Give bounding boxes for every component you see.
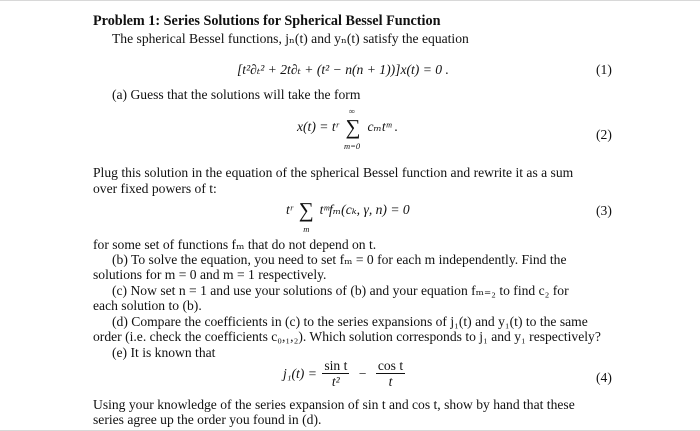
part-c-line1: (c) Now set n = 1 and use your solutions of (b) and your equation fₘ₌₂ to find c₂ for bbox=[112, 283, 569, 298]
final-text-line1: Using your knowledge of the series expansion of sin t and cos t, show by hand that these bbox=[93, 397, 575, 412]
part-d-line1: (d) Compare the coefficients in (c) to the series expansions of j₁(t) and y₁(t) to the same bbox=[112, 314, 588, 329]
equation-3-lhs: tʳ bbox=[286, 202, 293, 217]
equation-2-rhs: cₘtᵐ . bbox=[367, 119, 399, 134]
part-d-line2: order (i.e. check the coefficients c₀,₁,₂). Which solution corresponds to j₁ and y₁ respectively? bbox=[93, 329, 601, 344]
equation-2-sum bbox=[342, 106, 364, 151]
part-a-text: (a) Guess that the solutions will take the form bbox=[112, 87, 361, 102]
fraction-cos-denominator: t bbox=[388, 374, 393, 389]
fraction-sin-denominator: t² bbox=[331, 374, 340, 389]
plug-text-line1: Plug this solution in the equation of the spherical Bessel function and rewrite it as a sum bbox=[93, 165, 574, 180]
equation-3-sum-lower: m bbox=[303, 224, 310, 234]
equation-3-sum bbox=[296, 198, 316, 234]
equation-2 bbox=[297, 106, 437, 156]
equation-2-sum-lower: m=0 bbox=[344, 141, 361, 151]
problem-title: Problem 1: Series Solutions for Spherical Bessel Function bbox=[93, 13, 441, 29]
part-e-text: (e) It is known that bbox=[112, 345, 216, 360]
equation-1: [t²∂ₜ² + 2t∂ₜ + (t² − n(n + 1))]x(t) = 0 . bbox=[237, 62, 449, 77]
equation-4 bbox=[283, 358, 407, 394]
minus-sign: − bbox=[358, 366, 367, 381]
for-some-text: for some set of functions fₘ that do not depend on t. bbox=[93, 237, 377, 252]
equation-3-number: (3) bbox=[596, 203, 612, 218]
equation-4-lhs: j₁(t) = bbox=[283, 366, 317, 381]
fraction-sin-numerator: sin t bbox=[324, 358, 348, 373]
equation-2-sum-upper: ∞ bbox=[349, 106, 356, 116]
final-text-line2: series agree up the order you found in (d). bbox=[93, 412, 322, 427]
part-b-line1: (b) To solve the equation, you need to set fₘ = 0 for each m independently. Find the bbox=[112, 252, 567, 267]
top-border bbox=[0, 0, 700, 1]
equation-3-rhs: tᵐfₘ(cₖ, γ, n) = 0 bbox=[319, 202, 410, 217]
equation-3 bbox=[286, 199, 446, 233]
fraction-cos bbox=[376, 358, 405, 389]
part-b-line2: solutions for m = 0 and m = 1 respectively. bbox=[93, 267, 327, 282]
intro-text: The spherical Bessel functions, jₙ(t) and yₙ(t) satisfy the equation bbox=[112, 31, 469, 46]
fraction-sin bbox=[322, 358, 349, 389]
equation-1-number: (1) bbox=[596, 62, 612, 77]
equation-2-lhs: x(t) = tʳ bbox=[297, 119, 339, 134]
equation-2-number: (2) bbox=[596, 127, 612, 142]
plug-text-line2: over fixed powers of t: bbox=[93, 181, 217, 196]
part-c-line2: each solution to (b). bbox=[93, 298, 202, 313]
equation-4-number: (4) bbox=[596, 370, 612, 385]
sum-symbol: ∑ bbox=[298, 198, 314, 222]
fraction-cos-numerator: cos t bbox=[377, 358, 404, 373]
sum-symbol: ∑ bbox=[345, 115, 361, 139]
